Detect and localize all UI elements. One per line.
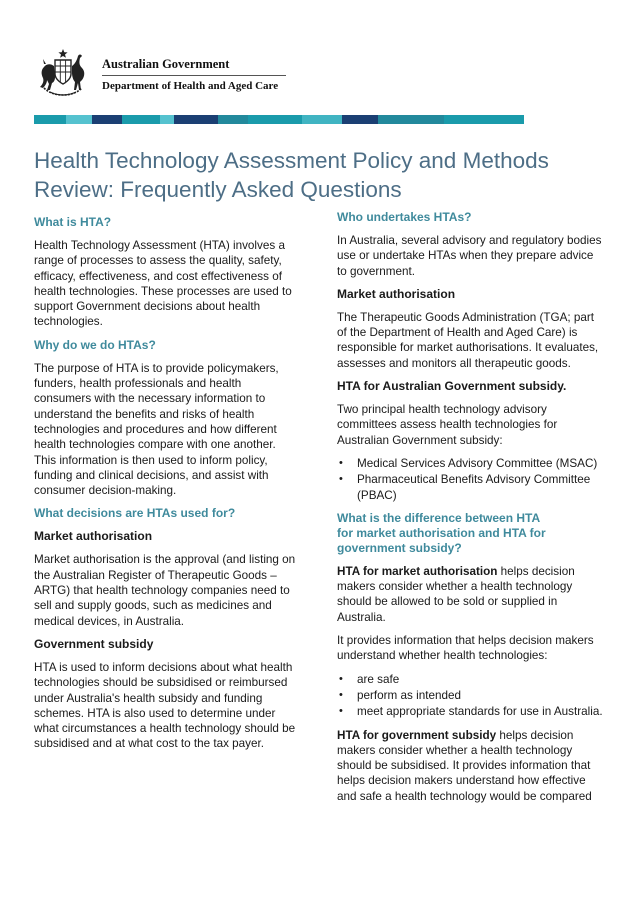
paragraph-market-authorisation: Market authorisation is the approval (and listing on the Australian Register of Therapeutic Goods – ARTG) that health technology companies need to sell and supply goods, such as medicines and medical devices, in Australia. <box>34 553 296 628</box>
subheading-market-authorisation: Market authorisation <box>34 529 153 544</box>
left-column <box>34 215 296 760</box>
subheading-market-authorisation-right: Market authorisation <box>337 286 456 301</box>
paragraph-government-subsidy: HTA is used to inform decisions about what health technologies should be subsidised or reimbursed under Australia's health subsidy and funding schemes. HTA is also used to determine under what circumstances a health technology should be subsidised and at what cost to the tax payer. <box>34 660 296 751</box>
stripe-segment <box>342 115 378 124</box>
stripe-segment <box>122 115 160 124</box>
stripe-segment <box>34 115 66 124</box>
stripe-segment <box>160 115 174 124</box>
question-what-is-hta: What is HTA? <box>34 215 112 229</box>
bold-lead: HTA for government subsidy <box>337 728 497 742</box>
title-line-2: Review: Frequently Asked Questions <box>34 177 402 202</box>
list-item: • are safe <box>337 672 605 687</box>
title-line-1: Health Technology Assessment Policy and Methods <box>34 148 549 173</box>
stripe-segment <box>92 115 122 124</box>
stripe-segment <box>174 115 218 124</box>
list-item: • Pharmaceutical Benefits Advisory Committee (PBAC) <box>337 472 605 503</box>
header-divider <box>102 75 286 76</box>
question-who-undertakes: Who undertakes HTAs? <box>337 210 472 224</box>
stripe-segment <box>218 115 248 124</box>
subheading-government-subsidy: Government subsidy <box>34 636 154 651</box>
answer-what-is-hta: Health Technology Assessment (HTA) involves a range of processes to assess the quality, safety, efficacy, effectiveness, and cost effectiveness of health technologies. These processes are used to support Government decisions about health technologies. <box>34 239 292 329</box>
paragraph-hta-market <box>337 564 605 625</box>
question-why-hta: Why do we do HTAs? <box>34 337 156 352</box>
stripe-segment <box>248 115 302 124</box>
coat-of-arms-icon <box>34 48 92 98</box>
decorative-color-stripe <box>34 115 524 124</box>
list-item: • perform as intended <box>337 688 605 703</box>
question-difference-line-3: government subsidy? <box>337 540 462 555</box>
government-name: Australian Government <box>102 57 230 71</box>
subheading-hta-subsidy: HTA for Australian Government subsidy. <box>337 379 567 394</box>
right-column <box>337 210 605 812</box>
answer-who-undertakes: In Australia, several advisory and regulatory bodies use or undertake HTAs when they prepare advice to government. <box>337 234 602 278</box>
government-name-block <box>102 46 292 93</box>
stripe-segment <box>378 115 444 124</box>
paragraph-provides-info: It provides information that helps decision makers understand whether health technologies: <box>337 634 594 663</box>
government-header <box>34 46 294 100</box>
paragraph-tga: The Therapeutic Goods Administration (TGA; part of the Department of Health and Aged Care) is responsible for market authorisations. It evaluates, assesses and monitors all therapeutic goods. <box>337 310 599 370</box>
paragraph-committees: Two principal health technology advisory committees assess health technologies for Australian Government subsidy: <box>337 403 558 447</box>
stripe-segment <box>302 115 342 124</box>
stripe-segment <box>66 115 92 124</box>
department-name: Department of Health and Aged Care <box>102 80 279 92</box>
page-title <box>34 146 604 204</box>
list-item: • Medical Services Advisory Committee (MSAC) <box>337 456 605 471</box>
question-difference-line-2: for market authorisation and HTA for <box>337 525 546 540</box>
stripe-segment <box>444 115 524 124</box>
question-difference <box>337 511 605 556</box>
answer-why-hta: The purpose of HTA is to provide policymakers, funders, health professionals and health consumers with the necessary information to understand the benefits and risks of health technologies and procedures and how different health technologies compare with one another. This information is then used to inform policy, funding and clinical decisions, and assist with consumer decision-making. <box>34 361 279 498</box>
paragraph-hta-subsidy <box>337 728 605 804</box>
list-item: • meet appropriate standards for use in Australia. <box>337 704 605 719</box>
committee-list <box>337 456 605 503</box>
question-difference-line-1: What is the difference between HTA <box>337 510 541 525</box>
paragraph-rest: helps decision makers consider whether a health technology should be subsidised. It provides information that helps decision makers understand how effective and safe a health technology would be compared <box>337 728 592 803</box>
question-decisions: What decisions are HTAs used for? <box>34 506 236 521</box>
bold-lead: HTA for market authorisation <box>337 564 498 578</box>
criteria-list <box>337 672 605 720</box>
paragraph-rest: helps decision makers consider whether a health technology should be allowed to be sold or supplied in Australia. <box>337 564 575 624</box>
